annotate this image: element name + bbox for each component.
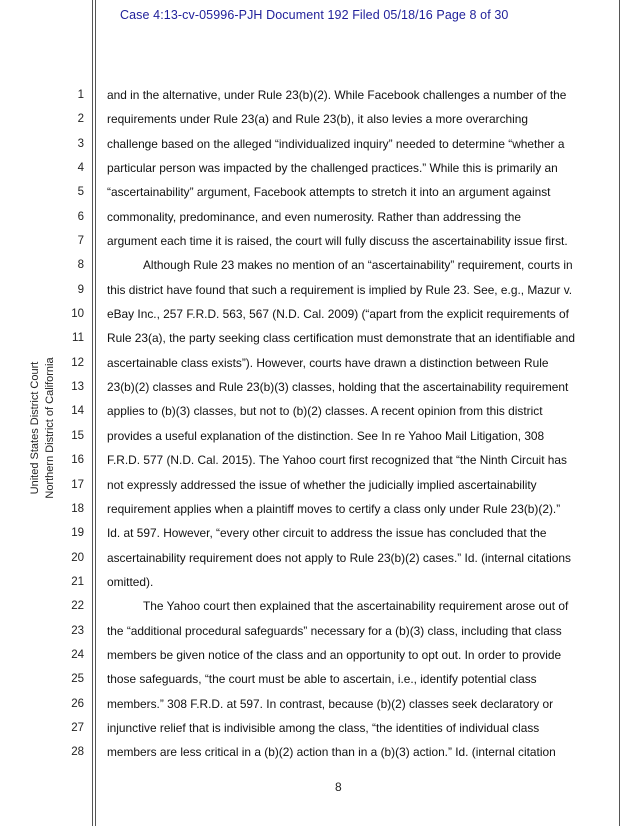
text-line: Id. at 597. However, “every other circuit to address the issue has concluded that the	[107, 526, 547, 541]
text-line: applies to (b)(3) classes, but not to (b)(2) classes. A recent opinion from this district	[107, 404, 543, 419]
text-line: members are less critical in a (b)(2) action than in a (b)(3) action.” Id. (internal citation	[107, 745, 556, 760]
line-number: 16	[71, 454, 84, 467]
line-number: 20	[71, 551, 84, 564]
text-line: this district have found that such a requirement is implied by Rule 23. See, e.g., Mazur v.	[107, 282, 573, 297]
court-label-line2: Northern District of California	[44, 357, 56, 499]
text-line: provides a useful explanation of the distinction. See In re Yahoo Mail Litigation, 308	[107, 428, 545, 443]
text-line: argument each time it is raised, the court will fully discuss the ascertainability issue first.	[107, 234, 568, 249]
text-line: omitted).	[107, 574, 154, 589]
text-line: commonality, predominance, and even numerosity. Rather than addressing the	[107, 209, 521, 224]
line-number: 4	[77, 162, 84, 175]
line-number: 11	[72, 332, 84, 345]
line-numbers	[60, 83, 84, 765]
text-line: challenge based on the alleged “individualized inquiry” needed to determine “whether a	[107, 136, 565, 151]
line-number: 12	[71, 356, 84, 369]
body-text	[107, 83, 605, 765]
line-number: 9	[77, 283, 84, 296]
line-number: 27	[71, 721, 84, 734]
text-line: and in the alternative, under Rule 23(b)(2). While Facebook challenges a number of the	[107, 88, 567, 102]
line-number: 7	[77, 235, 84, 248]
line-number: 13	[71, 381, 84, 394]
line-number: 6	[77, 210, 84, 223]
text-line: members be given notice of the class and an opportunity to opt out. In order to provide	[107, 647, 562, 662]
left-margin-rule	[92, 0, 93, 826]
text-line: injunctive relief that is indivisible among the class, “the identities of individual class	[107, 720, 540, 735]
line-number: 15	[71, 429, 84, 442]
text-line: particular person was impacted by the challenged practices.” While this is primarily an	[107, 161, 558, 176]
line-number: 25	[71, 673, 84, 686]
text-line: “ascertainability” argument, Facebook attempts to stretch it into an argument against	[107, 185, 551, 200]
line-number: 18	[71, 502, 84, 515]
text-line: members.” 308 F.R.D. at 597. In contrast, because (b)(2) classes seek declaratory or	[107, 696, 554, 711]
line-number: 3	[77, 137, 84, 150]
line-number: 17	[71, 478, 84, 491]
court-label-line1: United States District Court	[29, 361, 41, 495]
text-line: Rule 23(a), the party seeking class certification must demonstrate that an identifiable and	[107, 331, 575, 346]
line-number: 24	[71, 648, 84, 661]
line-number: 23	[71, 624, 84, 637]
text-line: requirements under Rule 23(a) and Rule 23(b), it also levies a more overarching	[107, 112, 529, 127]
text-line: Although Rule 23 makes no mention of an “ascertainability” requirement, courts in	[143, 258, 573, 273]
text-line: 23(b)(2) classes and Rule 23(b)(3) classes, holding that the ascertainability requirement	[107, 380, 569, 395]
line-number: 28	[71, 746, 84, 759]
page-number: 8	[335, 780, 342, 794]
text-line: ascertainability requirement does not apply to Rule 23(b)(2) cases.” Id. (internal citations	[107, 550, 571, 565]
right-margin-rule	[619, 0, 620, 826]
text-line: eBay Inc., 257 F.R.D. 563, 567 (N.D. Cal. 2009) (“apart from the explicit requirements of	[107, 307, 569, 322]
line-number: 19	[71, 527, 84, 540]
line-number: 22	[71, 600, 84, 613]
text-line: ascertainable class exists”). However, courts have drawn a distinction between Rule	[107, 355, 549, 370]
text-line: F.R.D. 577 (N.D. Cal. 2015). The Yahoo court first recognized that “the Ninth Circuit has	[107, 453, 567, 468]
left-margin-rule-inner	[95, 0, 96, 826]
line-number: 2	[77, 113, 84, 126]
line-number: 10	[71, 308, 84, 321]
text-line: those safeguards, “the court must be able to ascertain, i.e., identify potential class	[107, 672, 537, 687]
text-line: not expressly addressed the issue of whether the judicially implied ascertainability	[107, 477, 537, 492]
text-line: The Yahoo court then explained that the ascertainability requirement arose out of	[143, 599, 569, 614]
court-label	[22, 308, 64, 548]
case-header: Case 4:13-cv-05996-PJH Document 192 Filed 05/18/16 Page 8 of 30	[120, 8, 509, 22]
line-number: 8	[77, 259, 84, 272]
line-number: 26	[71, 697, 84, 710]
text-line: the “additional procedural safeguards” necessary for a (b)(3) class, including that class	[107, 623, 562, 638]
line-number: 1	[77, 89, 84, 101]
text-line: requirement applies when a plaintiff moves to certify a class only under Rule 23(b)(2).”	[107, 501, 561, 516]
line-number: 21	[71, 575, 84, 588]
line-number: 14	[71, 405, 84, 418]
line-number: 5	[77, 186, 84, 199]
